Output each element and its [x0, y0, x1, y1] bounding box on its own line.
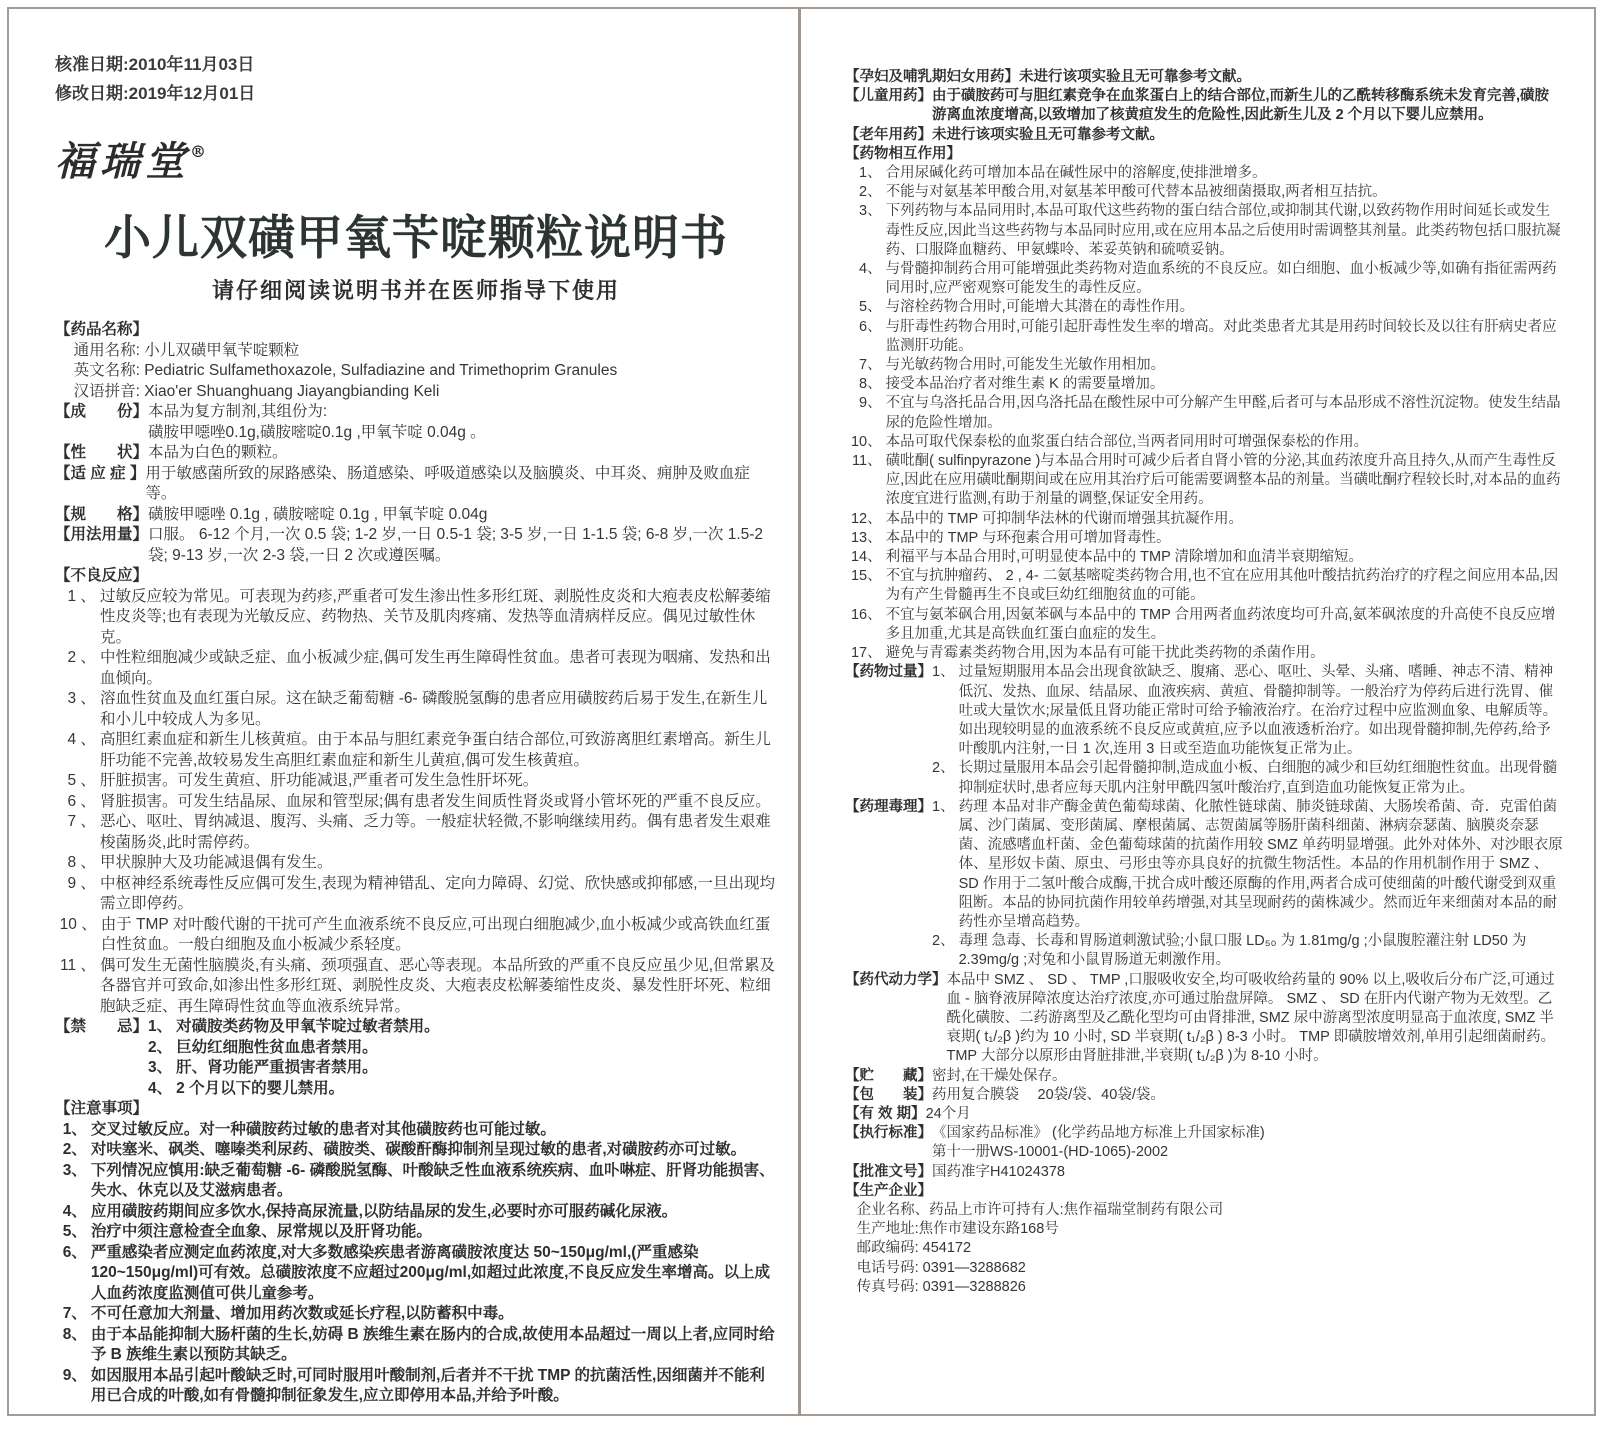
item-text: 毒理 急毒、长毒和胃肠道刺激试验;小鼠口服 LD₅₀ 为 1.81mg/g ;小鼠腹腔灌注射 LD50 为 2.39mg/g ;对兔和小鼠胃肠道无刺激作用。 — [958, 933, 1527, 969]
section — [845, 1105, 1563, 1124]
list-item — [849, 298, 1563, 317]
section-row — [55, 402, 777, 443]
item-text: 不能与对氨基苯甲酸合用,对氨基苯甲酸可代替本品被细菌摄取,两者相互拮抗。 — [885, 184, 1387, 201]
item-text: 对磺胺类药物及甲氧苄啶过敏者禁用。 — [176, 1018, 440, 1035]
section-row — [845, 971, 1563, 1067]
section-label: 【规 格】 — [55, 505, 149, 523]
item-number: 1、 — [148, 1018, 173, 1035]
text-line: 本品为白色的颗粒。 — [148, 444, 288, 461]
list-item — [148, 1079, 777, 1100]
section-row — [845, 1086, 1563, 1105]
section-label: 【用法用量】 — [55, 526, 149, 543]
item-number: 4 、 — [67, 731, 96, 748]
item-number: 11、 — [852, 453, 882, 470]
item-number: 12、 — [850, 510, 882, 527]
text-line: 通用名称: 小儿双磺甲氧苄啶颗粒 — [73, 341, 300, 359]
section — [55, 1017, 777, 1099]
item-text: 由于 TMP 对叶酸代谢的干扰可产生血液系统不良反应,可出现白细胞减少,血小板减少或高铁血红蛋白性贫血。一般白细胞及血小板减少系轻度。 — [100, 915, 771, 953]
item-text: 磺吡酮( sulfinpyrazone )与本品合用时可减少后者自肾小管的分泌,其血药浓度升高且持久,从而产生毒性反应,因此在应用磺吡酮期间或在应用其治疗后可能需要调整本品的剂量。当磺吡酮疗程较长时,对本品的血药浓度宜进行监测,有助于剂量的调整,保证安全用药。 — [885, 453, 1561, 508]
section-label: 【药理毒理】 — [845, 798, 932, 815]
item-number: 1、 — [62, 1120, 87, 1138]
text-line: 汉语拼音: Xiao'er Shuanghuang Jiayangbianding Keli — [73, 382, 440, 400]
section-label: 【不良反应】 — [55, 567, 149, 584]
list-item — [849, 202, 1563, 260]
section-label: 【禁 忌】 — [55, 1018, 149, 1035]
text-line: 本品中 SMZ 、 SD 、 TMP ,口服吸收安全,均可吸收给药量的 90% 以上,吸收后分布广泛,可通过血 - 脑脊液屏障浓度达治疗浓度,亦可通过胎盘屏障。 SMZ 、 SD 在肝内代谢产物为无效型。乙酰化磺胺、二药游离型及乙酰化型均可由肾排泄, SMZ 尿中游离型浓度明显高于血浓度, SMZ 半衰期( t₁/₂β )约为 10 小时, SD 半衰期( t₁/₂β ) 8-3 小时。 TMP 即磺胺增效剂,单用引起细菌耐药。 TMP 大部分以原形由肾脏排泄,半衰期( t₁/₂β )为 8-10 小时。 — [946, 971, 1556, 1065]
section — [845, 1182, 1563, 1297]
item-text: 肝、肾功能严重损害者禁用。 — [176, 1059, 378, 1076]
section-body — [63, 1120, 777, 1407]
text-line: 药用复合膜袋 20袋/袋、40袋/袋。 — [932, 1086, 1165, 1103]
list-item — [63, 1161, 777, 1202]
section — [55, 525, 777, 566]
list-item — [849, 318, 1563, 356]
section-label: 【注意事项】 — [55, 1100, 149, 1117]
item-text: 巨幼红细胞性贫血患者禁用。 — [176, 1038, 378, 1056]
section-label: 【性 状】 — [55, 444, 149, 461]
item-text: 不宜与乌洛托品合用,因乌洛托品在酸性尿中可分解产生甲醛,后者可与本品形成不溶性沉淀物。使发生结晶尿的危险性增加。 — [885, 395, 1561, 431]
text-line: 本品为复方制剂,其组份为: — [148, 403, 328, 420]
section-label: 【生产企业】 — [845, 1182, 932, 1199]
list-item — [849, 260, 1563, 298]
item-text: 过敏反应较为常见。可表现为药疹,严重者可发生渗出性多形红斑、剥脱性皮炎和大疱表皮松解萎缩性皮炎等;也有表现为光敏反应、药物热、关节及肌肉疼痛、发热等血清病样反应。偶见过敏性休克。 — [99, 587, 771, 646]
section-body — [148, 505, 777, 526]
item-number: 4、 — [148, 1079, 173, 1097]
item-number: 8 、 — [67, 854, 96, 871]
item-number: 2、 — [148, 1038, 173, 1056]
section-row — [845, 68, 1563, 87]
section-label: 【药代动力学】 — [845, 971, 947, 988]
list-item — [849, 356, 1563, 375]
item-number: 16、 — [850, 606, 882, 623]
item-number: 5、 — [62, 1223, 87, 1240]
text-line: 未进行该项实验且无可靠参考文献。 — [1019, 69, 1251, 85]
section-row — [845, 1067, 1563, 1086]
item-number: 2、 — [62, 1141, 87, 1158]
section-body — [932, 798, 1563, 971]
section-body — [932, 1124, 1563, 1162]
section-body — [932, 663, 1563, 797]
item-text: 2 个月以下的婴儿禁用。 — [176, 1079, 345, 1097]
left-column — [55, 50, 777, 1407]
section-body — [932, 126, 1563, 145]
item-number: 15、 — [850, 568, 882, 585]
section-label: 【药物相互作用】 — [845, 145, 961, 162]
item-number: 7、 — [62, 1305, 87, 1322]
section — [845, 145, 1563, 663]
item-number: 10、 — [850, 433, 882, 450]
section — [845, 1086, 1563, 1105]
item-text: 交叉过敏反应。对一种磺胺药过敏的患者对其他磺胺药也可能过敏。 — [90, 1120, 556, 1138]
item-number: 1、 — [932, 664, 955, 681]
item-number: 13、 — [850, 529, 882, 546]
list-item — [849, 164, 1563, 183]
list-item — [849, 433, 1563, 452]
section — [845, 663, 1563, 797]
section-row — [845, 798, 1563, 971]
section-body — [857, 1201, 1563, 1297]
text-line: 电话号码: 0391—3288682 — [856, 1259, 1026, 1276]
item-text: 严重感染者应测定血药浓度,对大多数感染疾患者游离磺胺浓度达 50~150μg/ml,(严重感染 120~150μg/ml)可有效。总磺胺浓度不应超过200μg/ml,如超过此浓度,不良反应发生率增高。以上成人血药浓度监测值可供儿童参考。 — [90, 1243, 770, 1302]
column-divider — [798, 7, 801, 1416]
section-row — [55, 464, 777, 505]
text-line: 用于敏感菌所致的尿路感染、肠道感染、呼吸道感染以及脑膜炎、中耳炎、痈肿及败血症等。 — [145, 464, 750, 502]
item-number: 9、 — [62, 1366, 87, 1384]
section — [845, 126, 1563, 145]
text-line: 《国家药品标准》 (化学药品地方标准上升国家标准) — [932, 1125, 1265, 1142]
section-body — [947, 971, 1564, 1067]
section-label: 【有 效 期】 — [845, 1105, 926, 1122]
section-body — [932, 1163, 1563, 1182]
list-item — [148, 1058, 777, 1079]
brand-logo — [55, 130, 777, 184]
item-text: 与溶栓药物合用时,可能增大其潜在的毒性作用。 — [885, 299, 1195, 316]
section-body — [932, 1086, 1563, 1105]
section-row — [55, 443, 777, 464]
item-text: 对呋塞米、砜类、噻嗪类利尿药、磺胺类、碳酸酐酶抑制剂呈现过敏的患者,对磺胺药亦可过敏。 — [90, 1141, 747, 1158]
list-item — [63, 1140, 777, 1161]
text-line: 企业名称、药品上市许可持有人:焦作福瑞堂制药有限公司 — [856, 1201, 1224, 1218]
item-text: 药理 本品对非产酶金黄色葡萄球菌、化脓性链球菌、肺炎链球菌、大肠埃希菌、奇．克雷伯菌属、沙门菌属、变形菌属、摩根菌属、志贺菌属等肠肝菌科细菌、淋病奈瑟菌、脑膜炎奈瑟菌、流感嗜血杆菌、金色葡萄球菌的抗菌作用较 SMZ 单药明显增强。此外对体外、对沙眼衣原体、星形奴卡菌、原虫、弓形虫等亦具良好的抗微生物活性。本品的作用机制作用于 SMZ 、 SD 作用于二氢叶酸合成酶,干扰合成叶酸还原酶的作用,两者合成可使细菌的叶酸代谢受到双重阻断。本品的协同抗菌作用较单药增强,对其呈现耐药的菌株减少。然而近年来细菌对本品的耐药性亦呈增高趋势。 — [958, 798, 1563, 930]
list-item — [148, 1017, 777, 1038]
list-item — [63, 1304, 777, 1325]
list-item — [849, 606, 1563, 644]
list-item — [849, 644, 1563, 663]
section — [845, 87, 1563, 125]
section-row — [845, 1124, 1563, 1162]
item-text: 避免与青霉素类药物合用,因为本品有可能干扰此类药物的杀菌作用。 — [885, 645, 1325, 662]
item-number: 3、 — [148, 1059, 173, 1076]
item-number: 3、 — [62, 1161, 87, 1179]
list-item — [60, 915, 777, 956]
list-item — [63, 1243, 777, 1305]
section — [55, 464, 777, 505]
item-number: 3 、 — [67, 690, 96, 707]
list-item — [60, 730, 777, 771]
text-line: 磺胺甲噁唑0.1g,磺胺嘧啶0.1g ,甲氧苄啶 0.04g 。 — [148, 423, 486, 441]
section — [55, 320, 777, 402]
list-item — [63, 1325, 777, 1366]
list-item — [63, 1202, 777, 1223]
brand-name: 福瑞堂 — [55, 138, 190, 185]
item-text: 中枢神经系统毒性反应偶可发生,表现为精神错乱、定向力障碍、幻觉、欣快感或抑郁感,一旦出现均需立即停药。 — [99, 874, 776, 912]
text-line: 英文名称: Pediatric Sulfamethoxazole, Sulfadiazine and Trimethoprim Granules — [73, 362, 618, 379]
right-column — [845, 52, 1563, 1297]
item-text: 本品可取代保泰松的血浆蛋白结合部位,当两者同用时可增强保泰松的作用。 — [885, 433, 1369, 450]
list-item — [849, 183, 1563, 202]
text-line: 由于磺胺药可与胆红素竞争在血浆蛋白上的结合部位,而新生儿的乙酰转移酶系统未发育完善,磺胺游离血浓度增高,以致增加了核黄疸发生的危险性,因此新生儿及 2 个月以下婴儿应禁用。 — [932, 88, 1550, 124]
section — [55, 1099, 777, 1407]
item-number: 7、 — [859, 357, 882, 374]
text-line: 邮政编码: 454172 — [856, 1240, 972, 1257]
item-text: 如因服用本品引起叶酸缺乏时,可同时服用叶酸制剂,后者并不干扰 TMP 的抗菌活性,因细菌并不能利用已合成的叶酸,如有骨髓抑制征象发生,应立即停用本品,并给予叶酸。 — [90, 1366, 765, 1404]
section-row — [55, 505, 777, 526]
section — [55, 443, 777, 464]
text-line: 国药准字H41024378 — [932, 1163, 1065, 1180]
list-item — [932, 798, 1563, 932]
left-sections — [55, 320, 777, 1407]
section — [845, 971, 1563, 1067]
item-number: 4、 — [859, 261, 882, 278]
list-item — [60, 587, 777, 649]
section — [845, 1124, 1563, 1162]
item-number: 14、 — [850, 549, 882, 566]
item-text: 治疗中须注意检查全血象、尿常规以及肝肾功能。 — [90, 1223, 432, 1240]
item-text: 过量短期服用本品会出现食欲缺乏、腹痛、恶心、呕吐、头晕、头痛、嗜睡、神志不清、精神低沉、发热、血尿、结晶尿、血液疾病、黄疸、骨髓抑制等。一般治疗为停药后进行洗胃、催吐或大量饮水;尿量低且肾功能正常时可给予输液治疗。在治疗过程中应监测血象、电解质等。如出现较明显的血液系统不良反应或黄疸,应予以血液透析治疗。如出现骨髓抑制,先停药,给予叶酸肌内注射,一日 1 次,连用 3 日或至造血功能恢复正常为止。 — [958, 664, 1558, 758]
section-body — [926, 1105, 1563, 1124]
section-label: 【贮 藏】 — [845, 1067, 932, 1084]
section-body — [60, 587, 777, 1018]
section-label: 【执行标准】 — [845, 1125, 932, 1142]
item-number: 6、 — [62, 1243, 87, 1261]
text-line: 24个月 — [925, 1105, 971, 1122]
section-body — [74, 341, 777, 403]
approval-date: 核准日期:2010年11月03日 — [55, 55, 255, 74]
section-row — [845, 1163, 1563, 1182]
item-text: 下列药物与本品同用时,本品可取代这些药物的蛋白结合部位,或抑制其代谢,以致药物作用时间延长或发生毒性反应,因此当这些药物与本品同时应用,或在应用本品之后使用时需调整其剂量。此类药物包括口服抗凝药、口服降血糖药、甲氨蝶呤、苯妥英钠和硫喷妥钠。 — [885, 203, 1561, 258]
item-text: 溶血性贫血及血红蛋白尿。这在缺乏葡萄糖 -6- 磷酸脱氢酶的患者应用磺胺药后易于发生,在新生儿和小儿中较成人为多见。 — [99, 690, 768, 728]
page-subtitle: 请仔细阅读说明书并在医师指导下使用 — [211, 278, 620, 303]
list-item — [60, 956, 777, 1018]
section-label: 【药物过量】 — [845, 664, 932, 681]
list-item — [60, 648, 777, 689]
text-line: 第十一册WS-10001-(HD-1065)-2002 — [932, 1144, 1169, 1161]
item-number: 11 、 — [60, 956, 96, 974]
text-line: 密封,在干燥处保存。 — [932, 1067, 1067, 1084]
item-number: 8、 — [859, 376, 882, 393]
list-item — [148, 1038, 777, 1059]
list-item — [849, 394, 1563, 432]
section-label: 【批准文号】 — [845, 1163, 932, 1180]
item-text: 本品中的 TMP 与环孢素合用可增加肾毒性。 — [885, 529, 1171, 546]
list-item — [932, 759, 1563, 797]
item-text: 肾脏损害。可发生结晶尿、血尿和管型尿;偶有患者发生间质性肾炎或肾小管坏死的严重不良反应。 — [99, 792, 771, 810]
list-item — [63, 1222, 777, 1243]
list-item — [63, 1120, 777, 1141]
item-text: 不可任意加大剂量、增加用药次数或延长疗程,以防蓄积中毒。 — [90, 1305, 514, 1322]
item-number: 5 、 — [67, 772, 96, 789]
section — [845, 1067, 1563, 1086]
item-number: 6 、 — [67, 792, 96, 810]
list-item — [60, 771, 777, 792]
section — [55, 402, 777, 443]
item-text: 高胆红素血症和新生儿核黄疸。由于本品与胆红素竞争蛋白结合部位,可致游离胆红素增高。新生儿肝功能不完善,故较易发生高胆红素血症和新生儿黄疸,偶可发生核黄疸。 — [99, 731, 771, 769]
section-body — [148, 1017, 777, 1099]
item-text: 肝脏损害。可发生黄疸、肝功能减退,严重者可发生急性肝坏死。 — [99, 772, 539, 789]
section-row — [845, 1105, 1563, 1124]
item-number: 2、 — [932, 760, 955, 777]
section-row — [55, 525, 777, 566]
item-text: 中性粒细胞减少或缺乏症、血小板减少症,偶可发生再生障碍性贫血。患者可表现为咽痛、发热和出血倾向。 — [99, 649, 771, 687]
item-text: 本品中的 TMP 可抑制华法林的代谢而增强其抗凝作用。 — [885, 510, 1243, 527]
item-number: 8、 — [62, 1325, 87, 1343]
section-body — [148, 525, 777, 566]
list-item — [932, 932, 1563, 970]
list-item — [849, 529, 1563, 548]
list-item — [60, 689, 777, 730]
list-item — [849, 452, 1563, 510]
section-label: 【老年用药】 — [845, 126, 932, 143]
item-number: 6、 — [859, 318, 882, 335]
item-number: 9 、 — [67, 874, 96, 892]
section-body — [148, 443, 777, 464]
text-line: 生产地址:焦作市建设东路168号 — [856, 1221, 1059, 1238]
list-item — [60, 812, 777, 853]
item-number: 4、 — [62, 1202, 87, 1220]
text-line: 磺胺甲噁唑 0.1g , 磺胺嘧啶 0.1g , 甲氧苄啶 0.04g — [148, 505, 488, 523]
item-number: 2 、 — [67, 649, 96, 666]
list-item — [60, 874, 777, 915]
section-body — [932, 1067, 1563, 1086]
item-text: 与光敏药物合用时,可能发生光敏作用相加。 — [885, 357, 1166, 374]
section-label: 【包 装】 — [845, 1086, 932, 1103]
item-text: 与肝毒性药物合用时,可能引起肝毒性发生率的增高。对此类患者尤其是用药时间较长及以往有肝病史者应监测肝功能。 — [885, 318, 1557, 354]
page-title: 小儿双磺甲氧苄啶颗粒说明书 — [104, 211, 728, 266]
section-row — [845, 126, 1563, 145]
section — [55, 566, 777, 1017]
list-item — [849, 510, 1563, 529]
section — [845, 1163, 1563, 1182]
item-text: 不宜与氨苯砜合用,因氨苯砜与本品中的 TMP 合用两者血药浓度均可升高,氨苯砜浓度的升高使不良反应增多且加重,尤其是高铁血红蛋白血症的发生。 — [885, 606, 1556, 642]
item-number: 9、 — [859, 395, 882, 412]
section — [845, 798, 1563, 971]
text-line: 未进行该项实验且无可靠参考文献。 — [932, 126, 1164, 143]
item-number: 2、 — [932, 933, 955, 950]
item-number: 1 、 — [67, 587, 96, 605]
item-text: 下列情况应慎用:缺乏葡萄糖 -6- 磷酸脱氢酶、叶酸缺乏性血液系统疾病、血卟啉症、肝肾功能损害、失水、休克以及艾滋病患者。 — [90, 1161, 775, 1199]
item-number: 7 、 — [67, 813, 96, 830]
section-row — [845, 87, 1563, 125]
list-item — [849, 548, 1563, 567]
item-text: 甲状腺肿大及功能减退偶有发生。 — [99, 854, 333, 871]
right-sections — [845, 68, 1563, 1297]
section-label: 【孕妇及哺乳期妇女用药】 — [845, 69, 1019, 85]
section-body — [932, 87, 1563, 125]
list-item — [849, 567, 1563, 605]
list-item — [60, 853, 777, 874]
item-text: 不宜与抗肿瘤药、 2 , 4- 二氨基嘧啶类药物合用,也不宜在应用其他叶酸拮抗药治疗的疗程之间应用本品,因为有产生骨髓再生不良或巨幼红细胞贫血的可能。 — [885, 568, 1559, 604]
text-line: 传真号码: 0391—3288826 — [856, 1278, 1026, 1295]
item-text: 应用磺胺药期间应多饮水,保持高尿流量,以防结晶尿的发生,必要时亦可服药碱化尿液。 — [90, 1202, 678, 1220]
section-label: 【适 应 症 】 — [55, 464, 146, 482]
item-text: 利福平与本品合用时,可明显使本品中的 TMP 清除增加和血清半衰期缩短。 — [885, 549, 1364, 566]
section-body — [148, 402, 777, 443]
section-row — [845, 663, 1563, 797]
list-item — [849, 375, 1563, 394]
item-number: 1、 — [859, 165, 882, 182]
item-number: 17、 — [850, 645, 882, 662]
item-text: 接受本品治疗者对维生素 K 的需要量增加。 — [885, 376, 1165, 393]
revision-date: 修改日期:2019年12月01日 — [55, 84, 256, 103]
list-item — [932, 663, 1563, 759]
item-text: 合用尿碱化药可增加本品在碱性尿中的溶解度,使排泄增多。 — [885, 165, 1267, 182]
section-body — [1019, 68, 1563, 87]
text-line: 口服。 6-12 个月,一次 0.5 袋; 1-2 岁,一日 0.5-1 袋; 3-5 岁,一日 1-1.5 袋; 6-8 岁,一次 1.5-2 袋; 9-13 岁,一次 2-3 袋,一日 2 次或遵医嘱。 — [148, 526, 764, 564]
item-text: 与骨髓抑制药合用可能增强此类药物对造血系统的不良反应。如白细胞、血小板减少等,如确有指征需两药同用时,应严密观察可能发生的毒性反应。 — [885, 261, 1557, 297]
section-body — [145, 464, 777, 505]
item-text: 长期过量服用本品会引起骨髓抑制,造成血小板、白细胞的减少和巨幼红细胞性贫血。出现骨髓抑制症状时,患者应每天肌内注射甲酰四氢叶酸治疗,直到造血功能恢复正常为止。 — [958, 760, 1558, 796]
list-item — [60, 792, 777, 813]
date-block — [55, 50, 777, 108]
item-number: 1、 — [932, 798, 955, 815]
item-number: 3、 — [859, 203, 882, 220]
item-number: 10 、 — [59, 915, 97, 933]
item-number: 2、 — [859, 184, 882, 201]
item-text: 由于本品能抑制大肠杆菌的生长,妨碍 B 族维生素在肠内的合成,故使用本品超过一周以上者,应同时给予 B 族维生素以预防其缺乏。 — [90, 1325, 775, 1363]
section — [55, 505, 777, 526]
section-row — [55, 1017, 777, 1099]
section-label: 【成 份】 — [55, 403, 149, 420]
section-label: 【药品名称】 — [55, 321, 149, 338]
item-text: 恶心、呕吐、胃纳减退、腹泻、头痛、乏力等。一般症状轻微,不影响继续用药。偶有患者发生艰难梭菌肠炎,此时需停药。 — [99, 813, 771, 851]
list-item — [63, 1366, 777, 1407]
item-text: 偶可发生无菌性脑膜炎,有头痛、颈项强直、恶心等表现。本品所致的严重不良反应虽少见,但常累及各器官并可致命,如渗出性多形红斑、剥脱性皮炎、大疱表皮松解萎缩性皮炎、暴发性肝坏死、粒细胞缺乏症、再生障碍性贫血等血液系统异常。 — [99, 956, 776, 1015]
item-number: 5、 — [859, 299, 882, 316]
registered-trademark-icon: ® — [190, 142, 206, 161]
section-label: 【儿童用药】 — [845, 88, 932, 105]
section — [845, 68, 1563, 87]
section-body — [849, 164, 1563, 663]
